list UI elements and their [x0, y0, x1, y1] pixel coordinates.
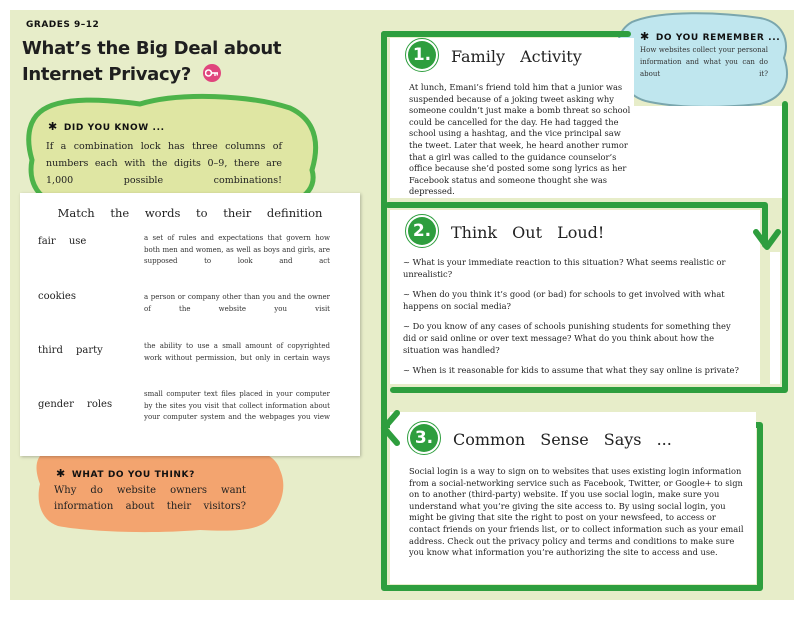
- title-line-1: What’s the Big Deal about: [22, 38, 282, 59]
- title-line-2: Internet Privacy?: [22, 64, 191, 85]
- term-gender-roles: gender roles: [38, 399, 113, 410]
- definition-3: the ability to use a small amount of copyrighted work without permission, but only in certain ways: [144, 342, 330, 362]
- discussion-questions: [403, 257, 743, 386]
- section-3-body: Social login is a way to sign on to websites that uses existing login information from a social-networking service such as Facebook, Twitter, or Google+ to sign on to another (third-party) website. If you use social login, make sure you understand what you’re giving the site access to. By using social login, you might be giving that site the right to post on your newsfeed, to access or contact friends on your friends list, or to collect information such as your email address. Check out the privacy policy and terms and conditions to make sure you know what information you’re authorizing the site to access and use.: [409, 466, 744, 558]
- term-third-party: third party: [38, 345, 103, 356]
- do-you-remember-heading: [640, 30, 780, 43]
- what-do-you-think-text: Why do website owners want information about their visitors?: [54, 485, 246, 512]
- section-1-number: 1.: [408, 41, 436, 69]
- star-icon: ✱: [640, 30, 650, 43]
- section-3-title: Common Sense Says ...: [453, 430, 672, 449]
- question-item: ~ When do you think it’s good (or bad) for schools to get involved with what happens on social media?: [403, 289, 725, 311]
- did-you-know-heading-text: DID YOU KNOW ...: [63, 123, 165, 133]
- section-3-number: 3.: [410, 424, 438, 452]
- section-1-body: At lunch, Emani’s friend told him that a junior was suspended because of a joking tweet asking why someone couldn’t just make a bomb threat so school could be cancelled for the day. He had tagged the school using a hashtag, and the vice principal saw the tweet. Later that week, he heard another rumor that a girl was called to the guidance counselor’s office because she’d posted some song lyrics as her Facebook status and someone thought she was depressed.: [409, 82, 631, 197]
- question-item: ~ When is it reasonable for kids to assume that what they say online is private?: [403, 365, 739, 376]
- star-icon: ✱: [56, 467, 66, 480]
- star-icon: ✱: [48, 120, 58, 133]
- do-you-remember-heading-text: DO YOU REMEMBER ...: [655, 33, 781, 43]
- grade-level: GRADES 9–12: [26, 20, 100, 30]
- section-2-number: 2.: [408, 217, 436, 245]
- what-do-you-think-heading-text: WHAT DO YOU THINK?: [71, 470, 195, 480]
- question-item: ~ What is your immediate reaction to this situation? What seems realistic or unrealistic?: [403, 257, 726, 279]
- section-2-title: Think Out Loud!: [451, 223, 605, 242]
- term-fair-use: fair use: [38, 236, 87, 247]
- do-you-remember-text: How websites collect your personal information and what you can do about it?: [640, 46, 768, 78]
- definition-1: a set of rules and expectations that govern how both men and women, as well as boys and girls, are supposed to look and act: [144, 234, 330, 265]
- did-you-know-text: If a combination lock has three columns of numbers each with the digits 0–9, there are 1,000 possible combinations!: [46, 141, 282, 186]
- term-cookies: cookies: [38, 291, 76, 302]
- definition-2: a person or company other than you and the owner of the website you visit: [144, 293, 330, 313]
- match-title: Match the words to their definition: [57, 206, 323, 220]
- section-1-title: Family Activity: [451, 47, 582, 66]
- question-item: ~ Do you know of any cases of schools punishing students for something they did or said online or over text message? What do you think about how the situation was handled?: [403, 321, 731, 355]
- definition-4: small computer text files placed in your computer by the sites you visit that collect information about your computer system and the webpages you view: [144, 390, 330, 421]
